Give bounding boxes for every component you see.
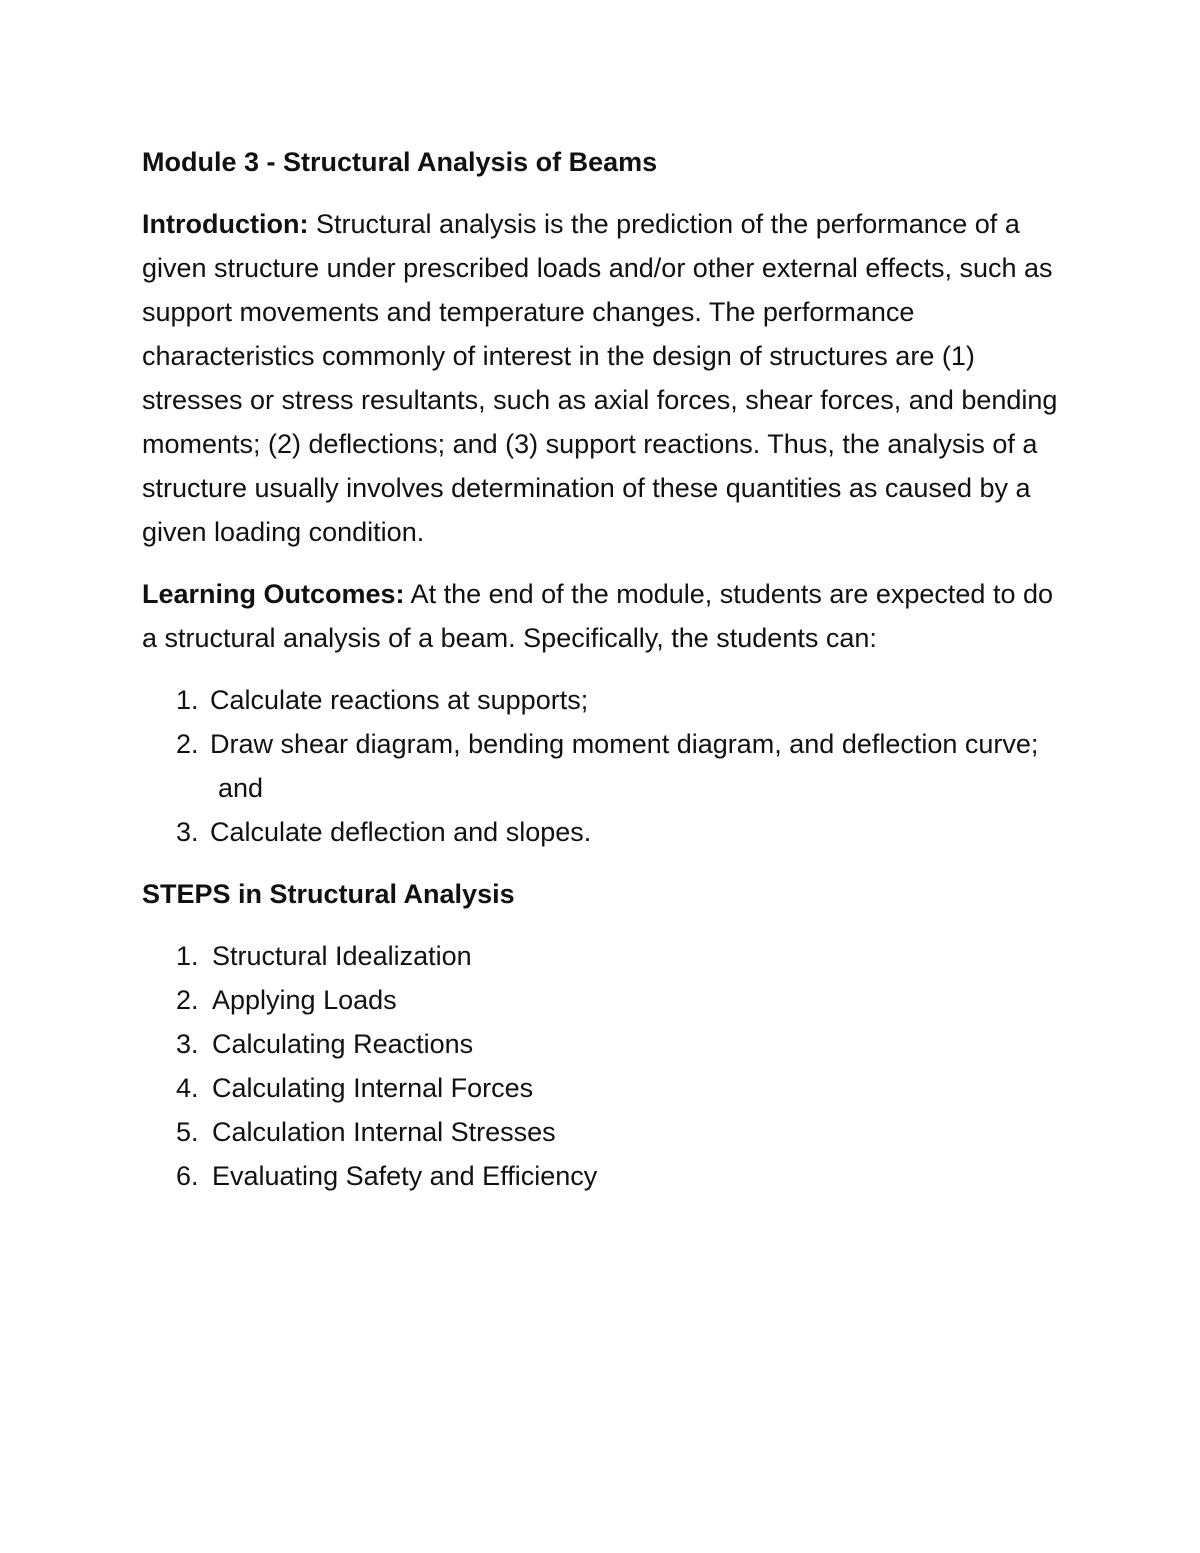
list-text: Applying Loads (212, 985, 397, 1015)
learning-outcomes-label: Learning Outcomes: (142, 579, 405, 609)
document-title: Module 3 - Structural Analysis of Beams (142, 147, 658, 177)
list-text: Structural Idealization (212, 941, 472, 971)
learning-outcomes-text: At the end of the module, students are expected to do a structural analysis of a beam. Specifically, the students can: (142, 579, 1053, 653)
introduction-text: Structural analysis is the prediction of the performance of a given structure under prescribed loads and/or other external effects, such as support movements and temperature changes. The performance characteristics commonly of interest in the design of structures are (1) stresses or stress resultants, such as axial forces, shear forces, and bending moments; (2) deflections; and (3) support reactions. Thus, the analysis of a structure usually involves determination of these quantities as caused by a given loading condition. (142, 209, 1058, 547)
learning-outcomes-list (142, 678, 1072, 854)
list-item (142, 722, 1072, 810)
list-text: Calculation Internal Stresses (212, 1117, 556, 1147)
list-number: 1. (176, 685, 199, 715)
list-item (142, 810, 1072, 854)
list-item (142, 978, 1072, 1022)
learning-outcomes-paragraph (142, 572, 1072, 660)
list-item (142, 1022, 1072, 1066)
list-item (142, 1110, 1072, 1154)
introduction-label: Introduction: (142, 209, 309, 239)
steps-list (142, 934, 1072, 1198)
list-number: 2. (176, 985, 199, 1015)
list-number: 2. (176, 729, 199, 759)
list-text: Calculate reactions at supports; (210, 685, 589, 715)
list-number: 3. (176, 1029, 199, 1059)
list-number: 1. (176, 941, 199, 971)
list-number: 6. (176, 1161, 199, 1191)
list-item (142, 1154, 1072, 1198)
document-body (142, 140, 1072, 1198)
list-number: 3. (176, 817, 199, 847)
list-text: Evaluating Safety and Efficiency (212, 1161, 598, 1191)
list-item (142, 1066, 1072, 1110)
list-item (142, 678, 1072, 722)
list-text: Calculating Internal Forces (212, 1073, 534, 1103)
list-text: Draw shear diagram, bending moment diagram, and deflection curve; and (210, 729, 1039, 803)
list-number: 5. (176, 1117, 199, 1147)
list-text: Calculate deflection and slopes. (210, 817, 592, 847)
introduction-paragraph (142, 202, 1072, 554)
list-item (142, 934, 1072, 978)
list-text: Calculating Reactions (212, 1029, 474, 1059)
steps-heading: STEPS in Structural Analysis (142, 879, 515, 909)
list-number: 4. (176, 1073, 199, 1103)
